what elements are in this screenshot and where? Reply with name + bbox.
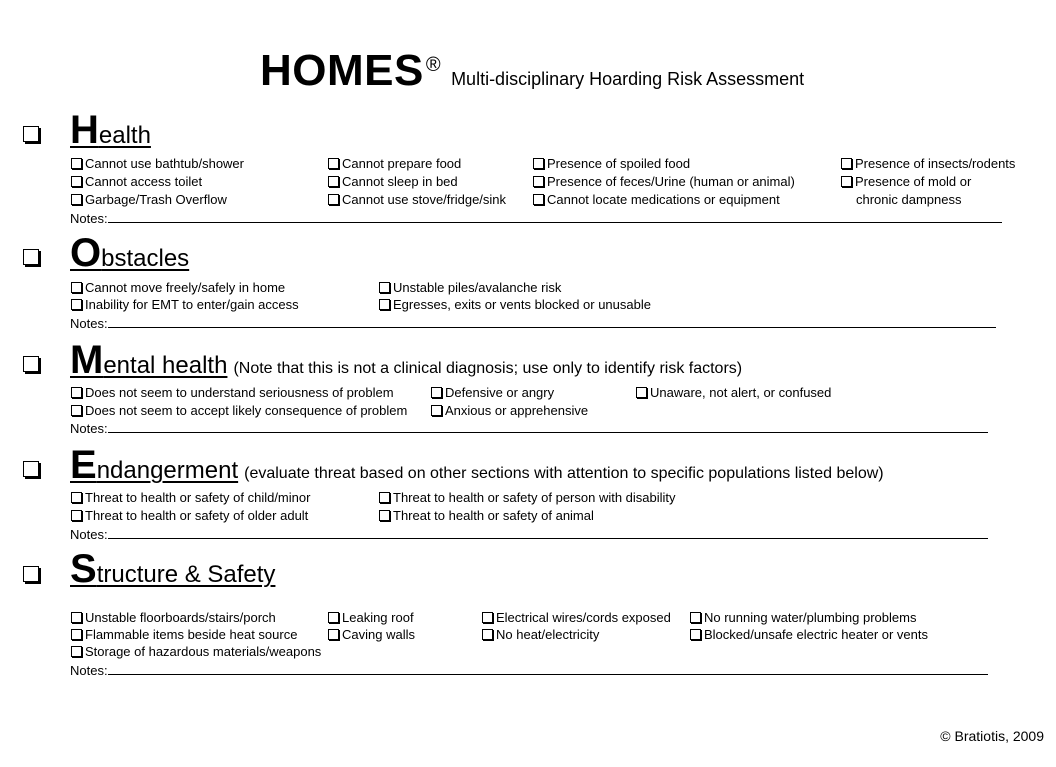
notes-line[interactable] bbox=[108, 526, 988, 539]
notes-endangerment: Notes: bbox=[70, 526, 988, 543]
checkbox-item[interactable]: Unstable piles/avalanche risk bbox=[379, 280, 561, 296]
checkbox-item[interactable]: Presence of feces/Urine (human or animal) bbox=[533, 174, 795, 190]
checkbox-item[interactable]: Cannot sleep in bed bbox=[328, 174, 458, 190]
checkbox-icon[interactable] bbox=[379, 299, 390, 310]
checkbox-icon[interactable] bbox=[841, 176, 852, 187]
checkbox-item[interactable]: Cannot prepare food bbox=[328, 156, 461, 172]
notes-line[interactable] bbox=[108, 662, 988, 675]
copyright: © Bratiotis, 2009 bbox=[940, 728, 1044, 744]
checkbox-item[interactable]: Garbage/Trash Overflow bbox=[71, 192, 227, 208]
checkbox-icon[interactable] bbox=[71, 299, 82, 310]
checkbox-item[interactable]: Caving walls bbox=[328, 627, 415, 643]
checkbox-item[interactable]: Defensive or angry bbox=[431, 385, 554, 401]
notes-structure-safety: Notes: bbox=[70, 662, 988, 679]
section-checkbox-endangerment[interactable] bbox=[23, 461, 39, 477]
heading-note: (evaluate threat based on other sections with attention to specific populations listed below) bbox=[244, 465, 884, 482]
checkbox-item[interactable]: Electrical wires/cords exposed bbox=[482, 610, 671, 626]
checkbox-item[interactable]: Unstable floorboards/stairs/porch bbox=[71, 610, 276, 626]
checkbox-item[interactable]: Threat to health or safety of person with disability bbox=[379, 490, 676, 506]
checkbox-icon[interactable] bbox=[533, 158, 544, 169]
checkbox-icon[interactable] bbox=[71, 176, 82, 187]
checkbox-item[interactable]: Cannot use stove/fridge/sink bbox=[328, 192, 506, 208]
section-checkbox-mental-health[interactable] bbox=[23, 356, 39, 372]
checkbox-item[interactable]: Flammable items beside heat source bbox=[71, 627, 297, 643]
checkbox-item[interactable]: Threat to health or safety of animal bbox=[379, 508, 594, 524]
checkbox-item[interactable]: Cannot access toilet bbox=[71, 174, 202, 190]
checkbox-item[interactable]: No heat/electricity bbox=[482, 627, 599, 643]
checkbox-icon[interactable] bbox=[71, 282, 82, 293]
title-subtitle: Multi-disciplinary Hoarding Risk Assessment bbox=[451, 69, 805, 89]
checkbox-icon[interactable] bbox=[636, 387, 647, 398]
checkbox-icon[interactable] bbox=[71, 387, 82, 398]
heading-mental-health: Mental health (Note that this is not a clinical diagnosis; use only to identify risk factors) bbox=[70, 338, 743, 382]
checkbox-item[interactable]: Cannot move freely/safely in home bbox=[71, 280, 285, 296]
section-checkbox-obstacles[interactable] bbox=[23, 249, 39, 265]
checkbox-icon[interactable] bbox=[431, 405, 442, 416]
checkbox-icon[interactable] bbox=[71, 646, 82, 657]
checkbox-item[interactable]: Presence of spoiled food bbox=[533, 156, 690, 172]
registered-mark: ® bbox=[425, 54, 441, 76]
checkbox-icon[interactable] bbox=[328, 176, 339, 187]
checkbox-icon[interactable] bbox=[379, 492, 390, 503]
checkbox-item[interactable]: Anxious or apprehensive bbox=[431, 403, 588, 419]
checkbox-icon[interactable] bbox=[71, 629, 82, 640]
checkbox-icon[interactable] bbox=[379, 282, 390, 293]
heading-health: Health bbox=[70, 108, 151, 152]
checkbox-icon[interactable] bbox=[328, 612, 339, 623]
checkbox-icon[interactable] bbox=[841, 158, 852, 169]
checkbox-icon[interactable] bbox=[71, 405, 82, 416]
notes-mental-health: Notes: bbox=[70, 420, 988, 437]
form-title bbox=[260, 46, 804, 96]
notes-health: Notes: bbox=[70, 210, 1002, 227]
heading-structure-safety: Structure & Safety bbox=[70, 547, 276, 591]
checkbox-item[interactable]: No running water/plumbing problems bbox=[690, 610, 916, 626]
notes-line[interactable] bbox=[108, 420, 988, 433]
checkbox-icon[interactable] bbox=[533, 194, 544, 205]
checkbox-icon[interactable] bbox=[379, 510, 390, 521]
section-checkbox-health[interactable] bbox=[23, 126, 39, 142]
checkbox-item[interactable]: Leaking roof bbox=[328, 610, 414, 626]
checkbox-icon[interactable] bbox=[71, 194, 82, 205]
notes-line[interactable] bbox=[108, 315, 996, 328]
checkbox-item[interactable]: Does not seem to accept likely consequence of problem bbox=[71, 403, 407, 419]
checkbox-item-continued: chronic dampness bbox=[856, 192, 962, 207]
checkbox-icon[interactable] bbox=[482, 612, 493, 623]
checkbox-icon[interactable] bbox=[690, 612, 701, 623]
checkbox-item[interactable]: Unaware, not alert, or confused bbox=[636, 385, 831, 401]
checkbox-item[interactable]: Threat to health or safety of older adult bbox=[71, 508, 308, 524]
checkbox-icon[interactable] bbox=[431, 387, 442, 398]
checkbox-item[interactable]: Cannot locate medications or equipment bbox=[533, 192, 780, 208]
checkbox-item[interactable]: Presence of mold or bbox=[841, 174, 971, 190]
checkbox-icon[interactable] bbox=[71, 492, 82, 503]
section-checkbox-structure-safety[interactable] bbox=[23, 566, 39, 582]
checkbox-icon[interactable] bbox=[328, 629, 339, 640]
checkbox-item[interactable]: Cannot use bathtub/shower bbox=[71, 156, 244, 172]
checkbox-item[interactable]: Blocked/unsafe electric heater or vents bbox=[690, 627, 928, 643]
checkbox-icon[interactable] bbox=[690, 629, 701, 640]
notes-line[interactable] bbox=[108, 210, 1002, 223]
checkbox-icon[interactable] bbox=[328, 158, 339, 169]
checkbox-icon[interactable] bbox=[328, 194, 339, 205]
notes-obstacles: Notes: bbox=[70, 315, 996, 332]
checkbox-item[interactable]: Inability for EMT to enter/gain access bbox=[71, 297, 299, 313]
checkbox-item[interactable]: Presence of insects/rodents bbox=[841, 156, 1015, 172]
checkbox-icon[interactable] bbox=[71, 510, 82, 521]
checkbox-item[interactable]: Egresses, exits or vents blocked or unusable bbox=[379, 297, 651, 313]
checkbox-item[interactable]: Storage of hazardous materials/weapons bbox=[71, 644, 321, 660]
checkbox-item[interactable]: Threat to health or safety of child/minor bbox=[71, 490, 310, 506]
heading-note: (Note that this is not a clinical diagnosis; use only to identify risk factors) bbox=[233, 360, 743, 377]
checkbox-icon[interactable] bbox=[71, 158, 82, 169]
heading-obstacles: Obstacles bbox=[70, 231, 190, 275]
checkbox-icon[interactable] bbox=[533, 176, 544, 187]
checkbox-icon[interactable] bbox=[482, 629, 493, 640]
heading-endangerment: Endangerment (evaluate threat based on other sections with attention to specific populations listed below) bbox=[70, 443, 884, 487]
checkbox-icon[interactable] bbox=[71, 612, 82, 623]
checkbox-item[interactable]: Does not seem to understand seriousness of problem bbox=[71, 385, 394, 401]
title-homes: HOMES bbox=[260, 46, 424, 95]
